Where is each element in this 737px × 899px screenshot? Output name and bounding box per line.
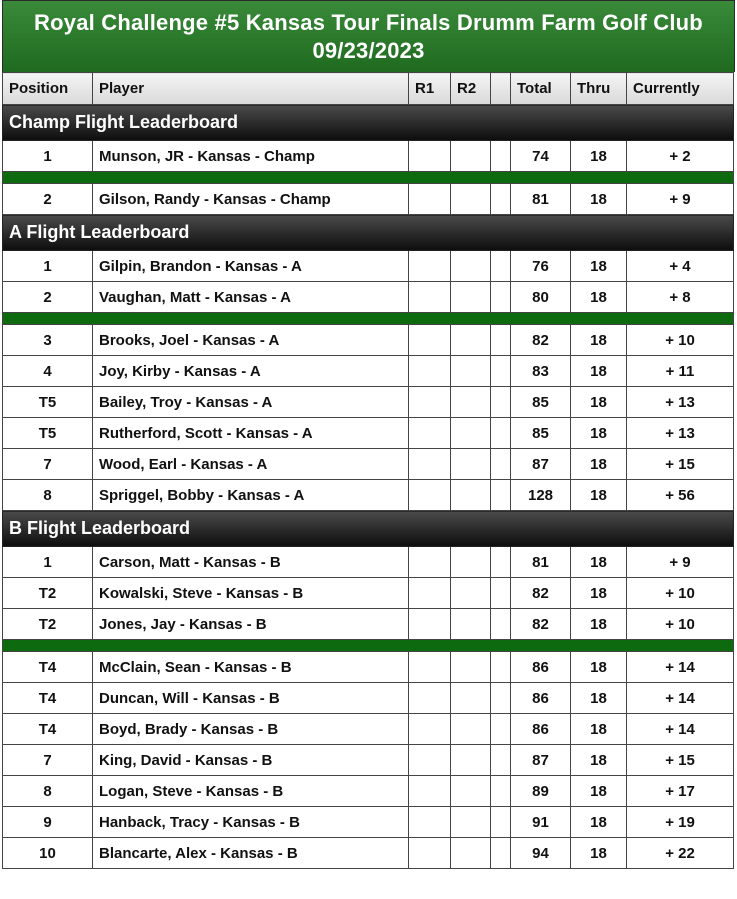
r1-cell xyxy=(409,807,451,838)
spacer-cell xyxy=(491,807,511,838)
total-cell: 81 xyxy=(511,547,571,578)
player-cell: Jones, Jay - Kansas - B xyxy=(93,609,409,640)
currently-cell: + 4 xyxy=(627,251,734,282)
r1-cell xyxy=(409,251,451,282)
spacer-cell xyxy=(491,325,511,356)
player-cell: Spriggel, Bobby - Kansas - A xyxy=(93,480,409,511)
position-cell: 10 xyxy=(3,838,93,869)
currently-cell: + 9 xyxy=(627,184,734,215)
r1-cell xyxy=(409,745,451,776)
spacer-cell xyxy=(491,356,511,387)
col-r1: R1 xyxy=(409,73,451,105)
position-cell: 3 xyxy=(3,325,93,356)
r2-cell xyxy=(451,141,491,172)
thru-cell: 18 xyxy=(571,683,627,714)
currently-cell: + 13 xyxy=(627,418,734,449)
flight-heading: Champ Flight Leaderboard xyxy=(3,105,734,141)
r1-cell xyxy=(409,356,451,387)
total-cell: 83 xyxy=(511,356,571,387)
thru-cell: 18 xyxy=(571,356,627,387)
table-row xyxy=(3,609,734,640)
currently-cell: + 15 xyxy=(627,449,734,480)
separator-bar xyxy=(3,172,734,184)
thru-cell: 18 xyxy=(571,578,627,609)
r2-cell xyxy=(451,449,491,480)
total-cell: 86 xyxy=(511,652,571,683)
table-row xyxy=(3,714,734,745)
position-cell: T2 xyxy=(3,578,93,609)
table-row xyxy=(3,745,734,776)
col-thru: Thru xyxy=(571,73,627,105)
r1-cell xyxy=(409,387,451,418)
thru-cell: 18 xyxy=(571,547,627,578)
event-name: Royal Challenge #5 Kansas Tour Finals Drumm Farm Golf Club xyxy=(34,10,703,35)
col-spacer xyxy=(491,73,511,105)
player-cell: Bailey, Troy - Kansas - A xyxy=(93,387,409,418)
position-cell: 7 xyxy=(3,745,93,776)
r2-cell xyxy=(451,184,491,215)
total-cell: 74 xyxy=(511,141,571,172)
total-cell: 128 xyxy=(511,480,571,511)
r1-cell xyxy=(409,418,451,449)
leaderboard xyxy=(2,0,735,869)
flight-heading: A Flight Leaderboard xyxy=(3,215,734,251)
event-title xyxy=(2,0,735,72)
r1-cell xyxy=(409,578,451,609)
currently-cell: + 8 xyxy=(627,282,734,313)
r1-cell xyxy=(409,282,451,313)
position-cell: T2 xyxy=(3,609,93,640)
event-date: 09/23/2023 xyxy=(312,38,425,63)
spacer-cell xyxy=(491,652,511,683)
currently-cell: + 11 xyxy=(627,356,734,387)
total-cell: 76 xyxy=(511,251,571,282)
spacer-cell xyxy=(491,418,511,449)
player-cell: Hanback, Tracy - Kansas - B xyxy=(93,807,409,838)
r2-cell xyxy=(451,807,491,838)
thru-cell: 18 xyxy=(571,387,627,418)
currently-cell: + 17 xyxy=(627,776,734,807)
total-cell: 91 xyxy=(511,807,571,838)
spacer-cell xyxy=(491,449,511,480)
position-cell: 1 xyxy=(3,251,93,282)
table-row xyxy=(3,325,734,356)
player-cell: Gilpin, Brandon - Kansas - A xyxy=(93,251,409,282)
position-cell: 4 xyxy=(3,356,93,387)
thru-cell: 18 xyxy=(571,609,627,640)
col-total: Total xyxy=(511,73,571,105)
total-cell: 94 xyxy=(511,838,571,869)
currently-cell: + 13 xyxy=(627,387,734,418)
player-cell: Logan, Steve - Kansas - B xyxy=(93,776,409,807)
player-cell: Brooks, Joel - Kansas - A xyxy=(93,325,409,356)
position-cell: 1 xyxy=(3,547,93,578)
spacer-cell xyxy=(491,776,511,807)
r1-cell xyxy=(409,547,451,578)
r1-cell xyxy=(409,141,451,172)
player-cell: McClain, Sean - Kansas - B xyxy=(93,652,409,683)
table-row xyxy=(3,418,734,449)
player-cell: Carson, Matt - Kansas - B xyxy=(93,547,409,578)
r2-cell xyxy=(451,356,491,387)
thru-cell: 18 xyxy=(571,745,627,776)
currently-cell: + 19 xyxy=(627,807,734,838)
r1-cell xyxy=(409,838,451,869)
total-cell: 85 xyxy=(511,387,571,418)
r2-cell xyxy=(451,609,491,640)
separator-bar xyxy=(3,313,734,325)
position-cell: T5 xyxy=(3,387,93,418)
flight-header-champ xyxy=(3,105,734,141)
currently-cell: + 10 xyxy=(627,578,734,609)
player-cell: King, David - Kansas - B xyxy=(93,745,409,776)
spacer-cell xyxy=(491,184,511,215)
col-r2: R2 xyxy=(451,73,491,105)
r1-cell xyxy=(409,776,451,807)
r2-cell xyxy=(451,652,491,683)
separator-cell xyxy=(3,640,734,652)
spacer-cell xyxy=(491,141,511,172)
thru-cell: 18 xyxy=(571,184,627,215)
total-cell: 80 xyxy=(511,282,571,313)
position-cell: 8 xyxy=(3,480,93,511)
separator-cell xyxy=(3,313,734,325)
flight-header-b xyxy=(3,511,734,547)
r1-cell xyxy=(409,714,451,745)
table-row xyxy=(3,387,734,418)
table-row xyxy=(3,652,734,683)
leaderboard-table xyxy=(2,72,734,869)
currently-cell: + 14 xyxy=(627,683,734,714)
r2-cell xyxy=(451,714,491,745)
currently-cell: + 14 xyxy=(627,652,734,683)
r2-cell xyxy=(451,387,491,418)
r2-cell xyxy=(451,282,491,313)
r2-cell xyxy=(451,547,491,578)
player-cell: Blancarte, Alex - Kansas - B xyxy=(93,838,409,869)
spacer-cell xyxy=(491,838,511,869)
total-cell: 82 xyxy=(511,578,571,609)
col-position: Position xyxy=(3,73,93,105)
table-row xyxy=(3,480,734,511)
r2-cell xyxy=(451,745,491,776)
currently-cell: + 2 xyxy=(627,141,734,172)
currently-cell: + 10 xyxy=(627,609,734,640)
flight-heading: B Flight Leaderboard xyxy=(3,511,734,547)
table-row xyxy=(3,547,734,578)
spacer-cell xyxy=(491,547,511,578)
r2-cell xyxy=(451,776,491,807)
thru-cell: 18 xyxy=(571,652,627,683)
spacer-cell xyxy=(491,714,511,745)
spacer-cell xyxy=(491,683,511,714)
player-cell: Rutherford, Scott - Kansas - A xyxy=(93,418,409,449)
col-currently: Currently xyxy=(627,73,734,105)
table-row xyxy=(3,683,734,714)
spacer-cell xyxy=(491,480,511,511)
total-cell: 86 xyxy=(511,683,571,714)
position-cell: 2 xyxy=(3,282,93,313)
currently-cell: + 15 xyxy=(627,745,734,776)
r1-cell xyxy=(409,609,451,640)
player-cell: Kowalski, Steve - Kansas - B xyxy=(93,578,409,609)
total-cell: 81 xyxy=(511,184,571,215)
position-cell: T4 xyxy=(3,714,93,745)
leaderboard-body xyxy=(3,105,734,869)
total-cell: 85 xyxy=(511,418,571,449)
spacer-cell xyxy=(491,609,511,640)
r1-cell xyxy=(409,652,451,683)
thru-cell: 18 xyxy=(571,141,627,172)
player-cell: Gilson, Randy - Kansas - Champ xyxy=(93,184,409,215)
r2-cell xyxy=(451,325,491,356)
total-cell: 87 xyxy=(511,745,571,776)
header-row xyxy=(3,73,734,105)
table-row xyxy=(3,141,734,172)
position-cell: 1 xyxy=(3,141,93,172)
table-row xyxy=(3,449,734,480)
r2-cell xyxy=(451,251,491,282)
player-cell: Duncan, Will - Kansas - B xyxy=(93,683,409,714)
table-row xyxy=(3,251,734,282)
thru-cell: 18 xyxy=(571,807,627,838)
table-row xyxy=(3,356,734,387)
currently-cell: + 10 xyxy=(627,325,734,356)
position-cell: T4 xyxy=(3,652,93,683)
position-cell: 8 xyxy=(3,776,93,807)
table-row xyxy=(3,838,734,869)
thru-cell: 18 xyxy=(571,325,627,356)
r1-cell xyxy=(409,480,451,511)
r1-cell xyxy=(409,683,451,714)
currently-cell: + 22 xyxy=(627,838,734,869)
r1-cell xyxy=(409,449,451,480)
player-cell: Wood, Earl - Kansas - A xyxy=(93,449,409,480)
position-cell: T4 xyxy=(3,683,93,714)
spacer-cell xyxy=(491,251,511,282)
position-cell: 9 xyxy=(3,807,93,838)
position-cell: T5 xyxy=(3,418,93,449)
total-cell: 86 xyxy=(511,714,571,745)
player-cell: Boyd, Brady - Kansas - B xyxy=(93,714,409,745)
r2-cell xyxy=(451,838,491,869)
spacer-cell xyxy=(491,745,511,776)
player-cell: Vaughan, Matt - Kansas - A xyxy=(93,282,409,313)
currently-cell: + 14 xyxy=(627,714,734,745)
currently-cell: + 56 xyxy=(627,480,734,511)
thru-cell: 18 xyxy=(571,282,627,313)
position-cell: 2 xyxy=(3,184,93,215)
table-row xyxy=(3,807,734,838)
thru-cell: 18 xyxy=(571,418,627,449)
separator-bar xyxy=(3,640,734,652)
flight-header-a xyxy=(3,215,734,251)
thru-cell: 18 xyxy=(571,251,627,282)
spacer-cell xyxy=(491,282,511,313)
table-row xyxy=(3,776,734,807)
spacer-cell xyxy=(491,387,511,418)
total-cell: 89 xyxy=(511,776,571,807)
total-cell: 82 xyxy=(511,325,571,356)
separator-cell xyxy=(3,172,734,184)
thru-cell: 18 xyxy=(571,714,627,745)
thru-cell: 18 xyxy=(571,776,627,807)
r1-cell xyxy=(409,184,451,215)
currently-cell: + 9 xyxy=(627,547,734,578)
table-row xyxy=(3,578,734,609)
r2-cell xyxy=(451,578,491,609)
col-player: Player xyxy=(93,73,409,105)
player-cell: Munson, JR - Kansas - Champ xyxy=(93,141,409,172)
table-row xyxy=(3,184,734,215)
thru-cell: 18 xyxy=(571,449,627,480)
thru-cell: 18 xyxy=(571,838,627,869)
r2-cell xyxy=(451,480,491,511)
player-cell: Joy, Kirby - Kansas - A xyxy=(93,356,409,387)
r2-cell xyxy=(451,418,491,449)
total-cell: 87 xyxy=(511,449,571,480)
r2-cell xyxy=(451,683,491,714)
r1-cell xyxy=(409,325,451,356)
spacer-cell xyxy=(491,578,511,609)
thru-cell: 18 xyxy=(571,480,627,511)
table-row xyxy=(3,282,734,313)
total-cell: 82 xyxy=(511,609,571,640)
position-cell: 7 xyxy=(3,449,93,480)
